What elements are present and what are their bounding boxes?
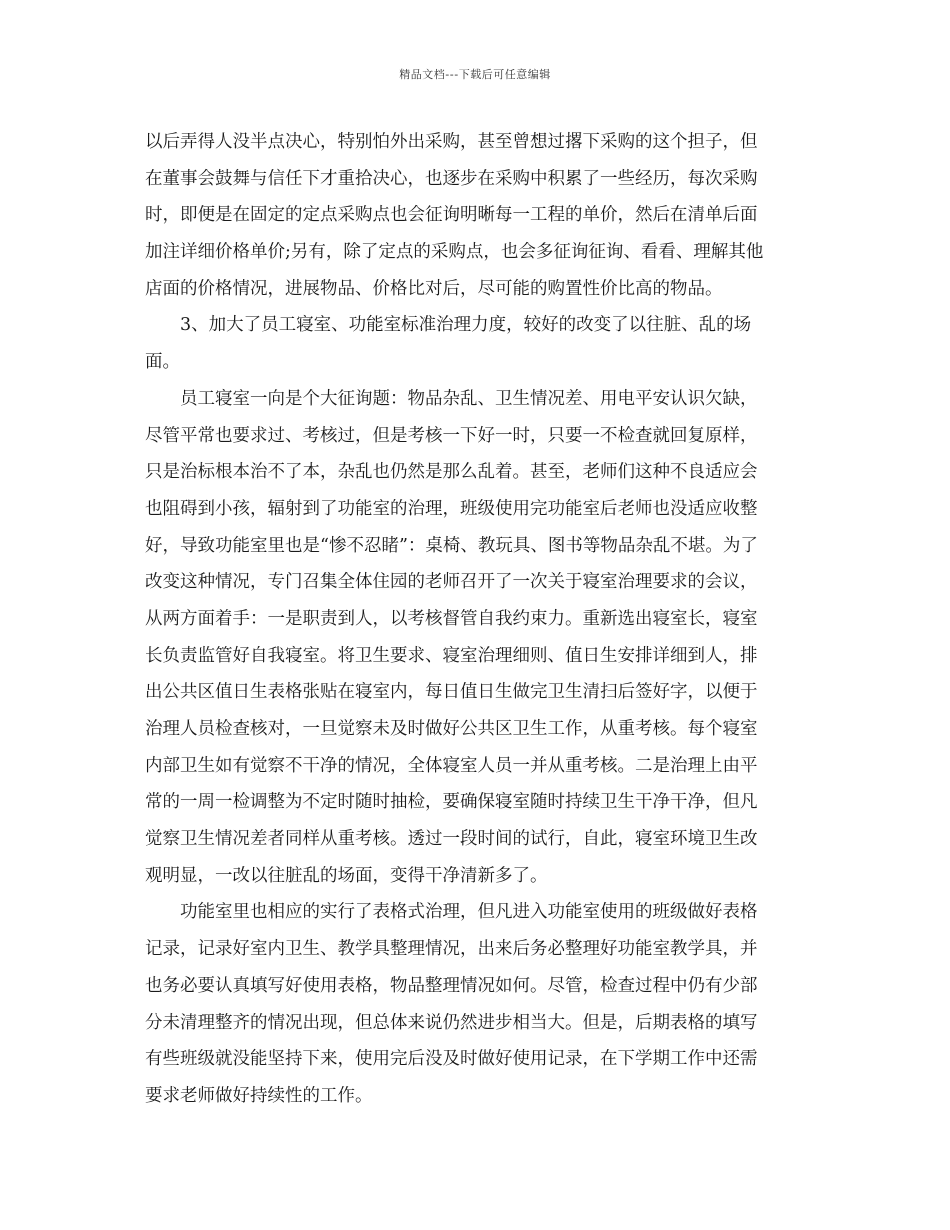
text-line: 好，导致功能室里也是“惨不忍睹”：桌椅、教玩具、图书等物品杂乱不堪。为了 <box>145 535 758 556</box>
text-line: 面。 <box>145 352 180 373</box>
document-body <box>145 124 805 1115</box>
text-line: 治理人员检查核对，一旦觉察未及时做好公共区卫生工作，从重考核。每个寝室 <box>145 719 758 739</box>
text-line: 改变这种情况，专门召集全体住园的老师召开了一次关于寝室治理要求的会议， <box>145 572 758 593</box>
text-line: 店面的价格情况，进展物品、价格比对后，尽可能的购置性价比高的物品。 <box>145 278 723 299</box>
text-line: 3、加大了员工寝室、功能室标准治理力度，较好的改变了以往脏、乱的场 <box>180 315 752 336</box>
text-line: 出公共区值日生表格张贴在寝室内，每日值日生做完卫生清扫后签好字，以便于 <box>145 682 758 703</box>
text-line: 从两方面着手：一是职责到人，以考核督管自我约束力。重新选出寝室长，寝室 <box>145 608 758 629</box>
text-line: 觉察卫生情况差者同样从重考核。透过一段时间的试行，自此，寝室环境卫生改 <box>145 829 758 850</box>
text-line: 记录，记录好室内卫生、教学具整理情况，出来后务必整理好功能室教学具，并 <box>145 939 758 960</box>
text-line: 加注详细价格单价;另有，除了定点的采购点，也会多征询征询、看看、理解其他 <box>145 242 764 263</box>
text-line: 长负责监管好自我寝室。将卫生要求、寝室治理细则、值日生安排详细到人，排 <box>145 645 758 666</box>
text-line: 员工寝室一向是个大征询题：物品杂乱、卫生情况差、用电平安认识欠缺， <box>180 388 758 409</box>
text-line: 内部卫生如有觉察不干净的情况，全体寝室人员一并从重考核。二是治理上由平 <box>145 755 758 776</box>
text-line: 以后弄得人没半点决心，特别怕外出采购，甚至曾想过撂下采购的这个担子，但 <box>145 132 758 152</box>
text-line: 也务必要认真填写好使用表格，物品整理情况如何。尽管，检查过程中仍有少部 <box>145 975 758 996</box>
text-line: 有些班级就没能坚持下来，使用完后没及时做好使用记录，在下学期工作中还需 <box>145 1049 758 1070</box>
text-line: 只是治标根本治不了本，杂乱也仍然是那么乱着。甚至，老师们这种不良适应会 <box>145 462 758 483</box>
text-line: 尽管平常也要求过、考核过，但是考核一下好一时，只要一不检查就回复原样， <box>145 425 758 446</box>
text-line: 要求老师做好持续性的工作。 <box>145 1085 373 1106</box>
page-header: 精品文档---下载后可任意编辑 <box>399 68 551 81</box>
text-line: 时，即便是在固定的定点采购点也会征询明晰每一工程的单价，然后在清单后面 <box>145 205 758 226</box>
text-line: 在董事会鼓舞与信任下才重拾决心，也逐步在采购中积累了一些经历，每次采购 <box>145 168 758 189</box>
text-line: 分未清理整齐的情况出现，但总体来说仍然进步相当大。但是，后期表格的填写 <box>145 1012 758 1033</box>
text-line: 也阻碍到小孩，辐射到了功能室的治理，班级使用完功能室后老师也没适应收整 <box>145 498 758 519</box>
text-line: 常的一周一检调整为不定时随时抽检，要确保寝室随时持续卫生干净干净，但凡 <box>145 792 758 813</box>
text-line: 功能室里也相应的实行了表格式治理，但凡进入功能室使用的班级做好表格 <box>180 902 758 923</box>
text-line: 观明显，一改以往脏乱的场面，变得干净清新多了。 <box>145 865 548 886</box>
